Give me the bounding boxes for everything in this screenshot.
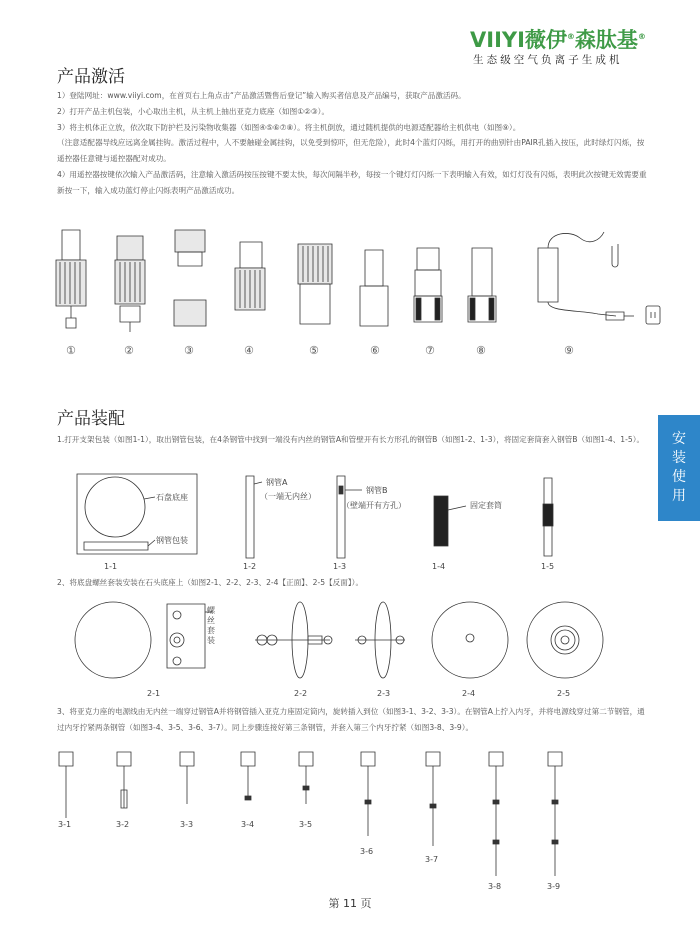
fig-label-3-2: 3-2 [116,820,130,829]
page-number: 第 11 页 [328,897,372,910]
fig-label-2: ② [124,344,134,357]
fig-label-3-1: 3-1 [58,820,72,829]
fig-label-2-3: 2-3 [377,689,391,698]
callout-stone-base: 石盘底座 [156,493,188,502]
fig-label-1-1: 1-1 [104,562,118,571]
fig-label-3-5: 3-5 [299,820,313,829]
fig-label-9: ⑨ [564,344,574,357]
fig-label-1-2: 1-2 [243,562,257,571]
side-tab-char-4: 用 [672,488,686,504]
fig-label-7: ⑦ [425,344,435,357]
fig-label-1: ① [66,344,76,357]
activation-line-5: 4）用遥控器按键依次输入产品激活码，注意输入激活码按压按键不要太快，每次间隔半秒，每按一个键灯灯闪烁一下表明输入有效，如灯灯没有闪烁，表明此次按键无效需要重新按一下，输入成功蓝灯停止闪烁表明产品激活成功。 [57,169,647,195]
assembly-step-1: 1.打开支架包装（如图1-1），取出钢管包装，在4条钢管中找到一端没有内丝的钢管A和管壁开有长方形孔的钢管B（如图1-2、1-3），将固定套筒套入钢管B（如图1-4、1-5）。 [57,435,645,444]
fig-label-1-5: 1-5 [541,562,555,571]
activation-line-1: 1）登陆网址：www.viiyi.com，在首页右上角点击“产品激活暨售后登记”输入购买者信息及产品编号，获取产品激活码。 [57,91,466,100]
activation-line-3: 3）将主机体正立放，依次取下防护栏及污染物收集器（如图④⑤⑥⑦⑧）。将主机倒放，通过随机提供的电源适配器给主机供电（如图⑨）。 [57,122,521,132]
fig-label-3-8: 3-8 [488,882,502,891]
fig-label-3-4: 3-4 [241,820,255,829]
assembly-step-3: 3、将亚克力座的电源线由无内丝一端穿过钢管A并将钢管插入亚克力座固定筒内，旋转插入到位（如图3-1、3-2、3-3）。在钢管A上拧入内牙，并将电源线穿过第二节钢管，通过内牙拧紧两条钢管（如图3-4、3-5、3-6、3-7）。同上步骤连接好第三条钢管，并套入第三个内牙拧紧（如图3-8、3-9）。 [57,707,645,732]
fig-label-5: ⑤ [309,344,319,357]
brand-logo: VIIYI薇伊®森肽基® [470,28,646,52]
fig-label-8: ⑧ [476,344,486,357]
fig-label-6: ⑥ [370,344,380,357]
fig-label-3-7: 3-7 [425,855,439,864]
callout-tube-a-note: （一端无内丝） [260,492,316,501]
callout-tube-b: 钢管B [366,486,388,495]
activation-line-4: （注意适配器导线应远离金属挂钩。激活过程中，人不要触碰金属挂钩，以免受到惊吓，但无危险），此时4个蓝灯闪烁，用打开的曲别针由PAIR孔插入按压，此时绿灯闪烁，按遥控器任意键与遥控器配对成功。 [57,138,645,164]
callout-sleeve: 固定套筒 [470,501,502,510]
fig-label-2-4: 2-4 [462,689,476,698]
fig-label-4: ④ [244,344,254,357]
assembly-title: 产品装配 [57,409,125,429]
fig-label-1-3: 1-3 [333,562,347,571]
assembly-step-2: 2、将底盘螺丝套装安装在石头底座上（如图2-1、2-2、2-3、2-4【正面】、2-5【反面】）。 [57,578,364,587]
fig-label-2-5: 2-5 [557,689,571,698]
side-tab-char-2: 装 [672,450,686,466]
fig-label-3-3: 3-3 [180,820,194,829]
side-tab-char-1: 安 [672,431,686,447]
fig-label-2-2: 2-2 [294,689,308,698]
callout-screw-kit: 螺丝套装 [207,606,215,645]
callout-tube-b-note: （壁端开有方孔） [342,501,406,510]
callout-tube-a: 钢管A [266,478,288,487]
fig-label-2-1: 2-1 [147,689,161,698]
fig-label-1-4: 1-4 [432,562,446,571]
activation-title: 产品激活 [57,67,125,87]
activation-line-2: 2）打开产品主机包装，小心取出主机，从主机上抽出亚克力底座（如图①②③）。 [57,106,330,116]
fig-label-3-9: 3-9 [547,882,561,891]
brand-tagline: 生态级空气负离子生成机 [473,54,623,66]
fig-label-3: ③ [184,344,194,357]
brand-name: VIIYI薇伊 [470,28,567,52]
brand-name-2: 森肽基 [574,28,638,52]
fig-label-3-6: 3-6 [360,847,374,856]
callout-tube-pack: 钢管包装 [156,536,188,545]
side-tab-install-use [658,415,700,521]
side-tab-char-3: 使 [672,469,686,485]
